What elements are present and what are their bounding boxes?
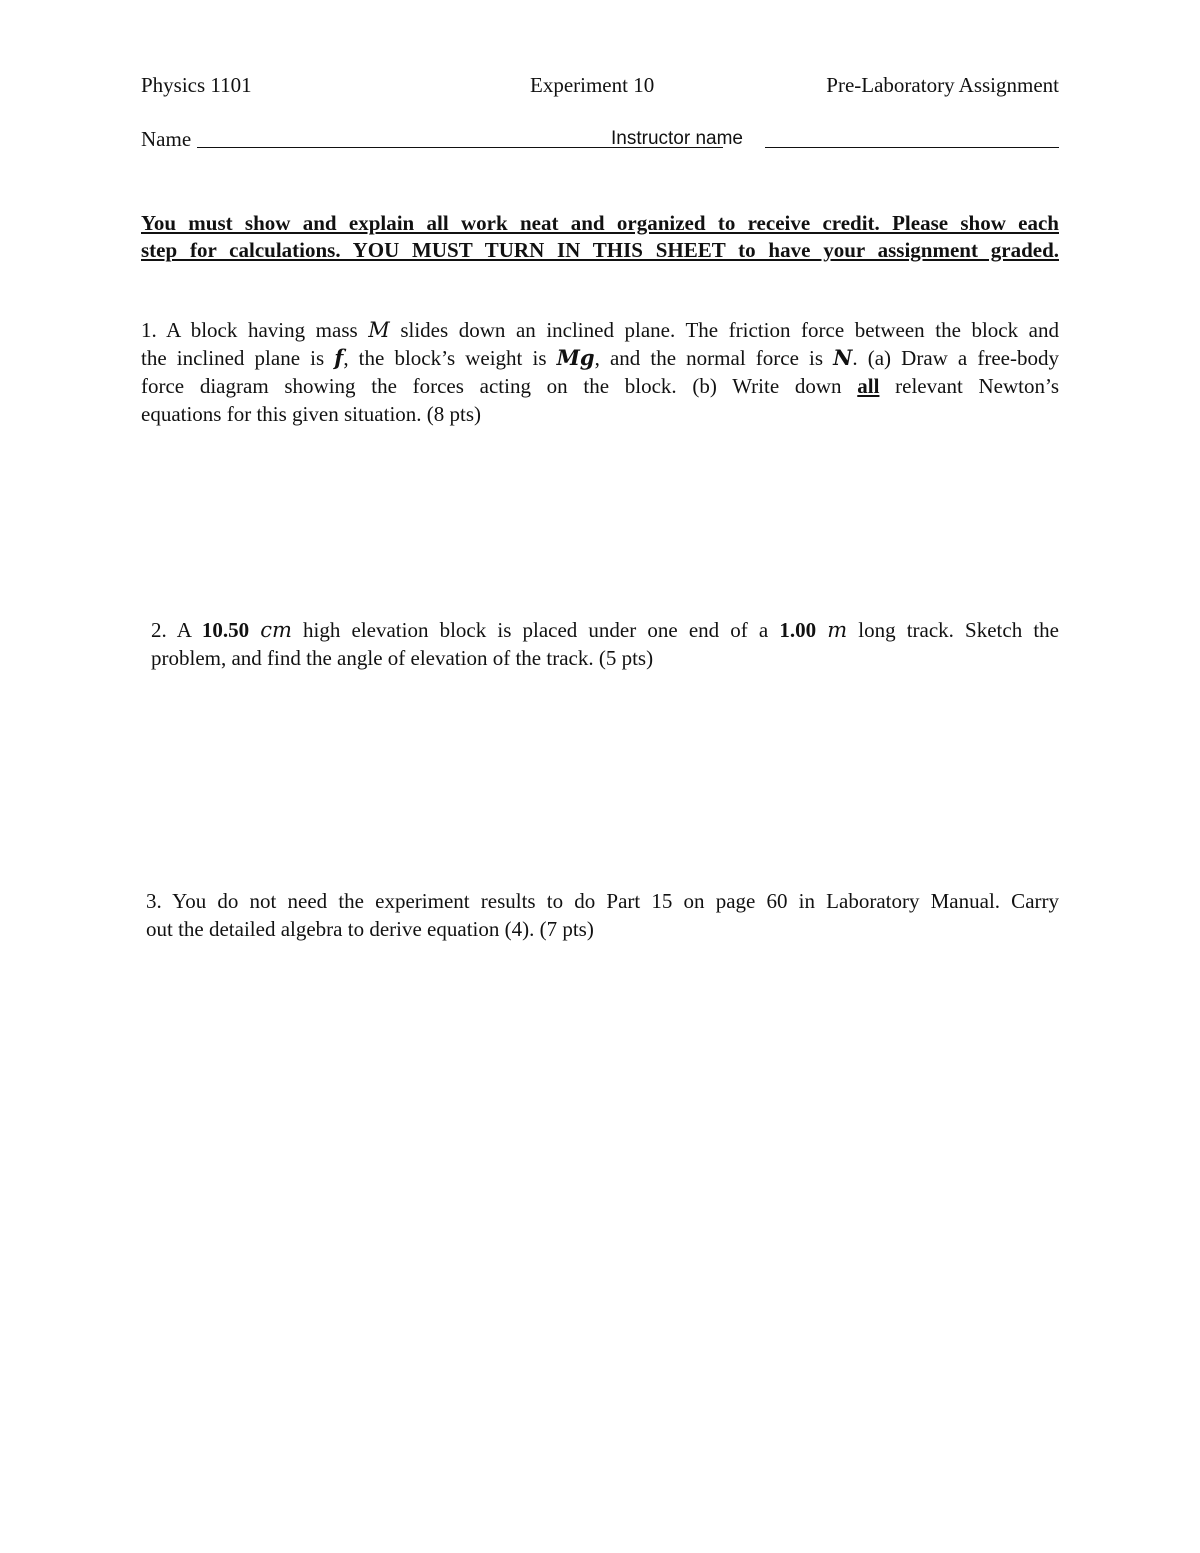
assignment-title: Pre-Laboratory Assignment [826, 73, 1059, 97]
q2-text: high elevation block is placed under one end of a [291, 618, 780, 642]
q1-text: relevant Newton’s [879, 374, 1059, 398]
instructor-name-blank-line[interactable] [765, 147, 1059, 148]
name-row [141, 126, 1059, 152]
question-2-line-2: problem, and find the angle of elevation of the track. (5 pts) [151, 646, 654, 670]
question-1-line-3 [141, 372, 1059, 400]
question-2-line-1 [151, 616, 1059, 644]
q1-normal-symbol: N [833, 345, 853, 370]
q1-text: , and the normal force is [594, 346, 834, 370]
page-header [141, 72, 1059, 98]
instructions-line-1: You must show and explain all work neat and organized to receive credit. Please show each [141, 211, 1059, 235]
question-3 [146, 887, 1059, 943]
question-1 [141, 316, 1059, 428]
question-3-line-1: 3. You do not need the experiment results to do Part 15 on page 60 in Laboratory Manual. Carry [146, 889, 1059, 913]
q1-text: 1. A block having mass [141, 318, 369, 342]
q1-all-emphasis: all [857, 374, 880, 398]
q2-height-value: 10.50 [201, 618, 250, 642]
q1-weight-symbol: Mg [556, 345, 595, 370]
instructions-text [141, 210, 1059, 264]
q1-friction-symbol: f [334, 345, 344, 370]
question-1-line-1 [141, 316, 1059, 344]
q2-height-unit: cm [260, 618, 292, 642]
question-3-line-2: out the detailed algebra to derive equation (4). (7 pts) [146, 917, 594, 941]
instructions-line-2: step for calculations. YOU MUST TURN IN THIS SHEET to have your assignment graded. [141, 238, 1059, 262]
q1-mass-symbol: M [368, 318, 390, 342]
q1-text: the inclined plane is [141, 346, 335, 370]
name-label: Name [141, 127, 192, 151]
question-2 [151, 616, 1059, 672]
q1-text: . (a) Draw a free-body [852, 346, 1059, 370]
question-1-line-2 [141, 344, 1059, 372]
q1-text: force diagram showing the forces acting on the block. (b) Write down [141, 374, 858, 398]
q1-text: , the block’s weight is [343, 346, 557, 370]
q1-text: slides down an inclined plane. The friction force between the block and [389, 318, 1059, 342]
q2-text: long track. Sketch the [847, 618, 1059, 642]
experiment-title: Experiment 10 [530, 73, 655, 97]
q2-length-unit: m [827, 618, 848, 642]
q2-text: 2. A [151, 618, 202, 642]
q2-length-value: 1.00 [779, 618, 817, 642]
course-title: Physics 1101 [141, 73, 252, 97]
question-1-line-4: equations for this given situation. (8 pts) [141, 402, 482, 426]
instructor-name-label: Instructor name [611, 128, 743, 149]
